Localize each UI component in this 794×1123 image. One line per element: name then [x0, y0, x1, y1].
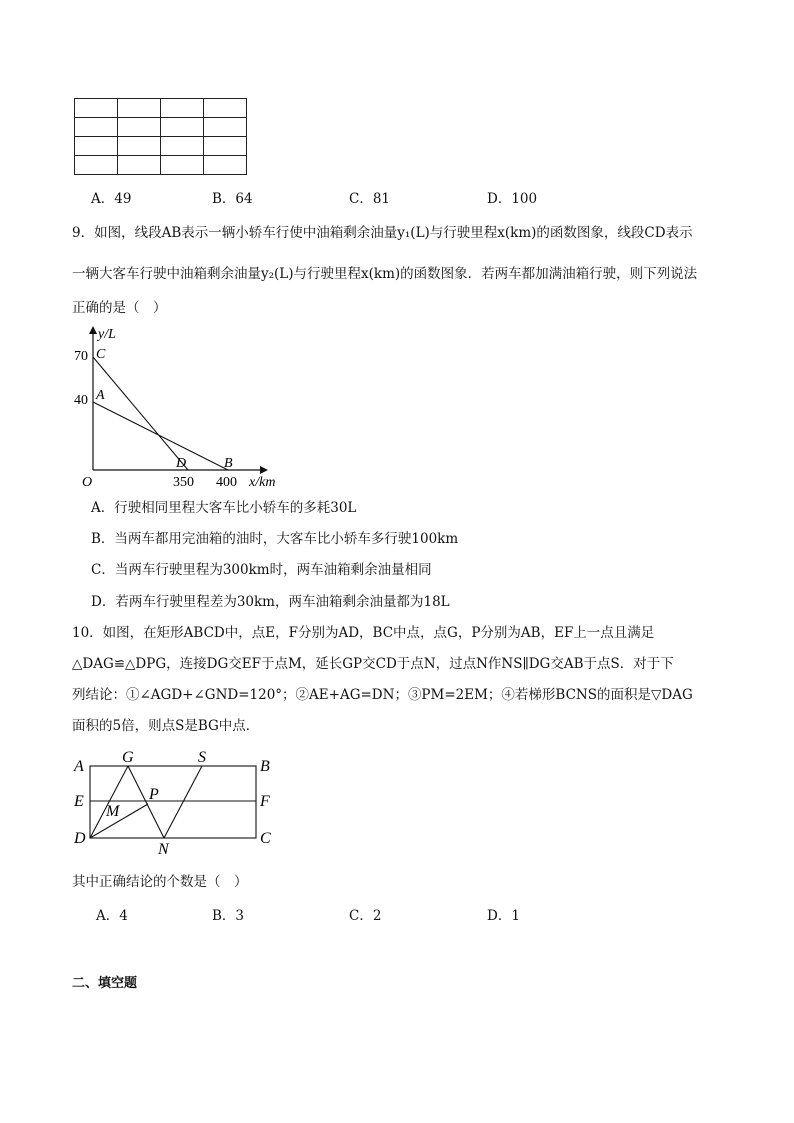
q10-option-c[interactable]: C．2	[349, 908, 382, 924]
y-tick-40: 40	[74, 393, 88, 408]
x-axis-label: x/km	[249, 475, 276, 490]
label-m: M	[106, 803, 120, 820]
label-e: E	[74, 793, 84, 810]
point-c-label: C	[96, 347, 106, 362]
q9-stem-line1: 9．如图，线段AB表示一辆小轿车行使中油箱剩余油量y₁(L)与行驶里程x(km)的函数图象，线段CD表示	[72, 225, 693, 241]
q10-stem-line3: 列结论：①∠AGD+∠GND=120°；②AE+AG=DN；③PM=2EM；④若梯形BCNS的面积是▽DAG	[72, 687, 693, 703]
point-d-label: D	[176, 456, 187, 471]
q9-option-c[interactable]: C．当两车行驶里程为300km时，两车油箱剩余油量相同	[91, 562, 432, 578]
section-title: 二、填空题	[72, 976, 138, 991]
q10-stem-line4: 面积的5倍，则点S是BG中点．	[72, 718, 260, 734]
label-a: A	[74, 758, 84, 775]
q9-option-a[interactable]: A．行驶相同里程大客车比小轿车的多耗30L	[91, 500, 357, 516]
point-b-label: B	[224, 456, 233, 471]
q8-option-d[interactable]: D．100	[487, 191, 538, 207]
y-tick-70: 70	[74, 349, 88, 364]
q10-question: 其中正确结论的个数是（ ）	[72, 874, 248, 890]
q10-stem-line1: 10．如图，在矩形ABCD中，点E，F分别为AD，BC中点，点G，P分别为AB，EF上一点且满足	[72, 625, 655, 641]
label-f: F	[260, 793, 270, 810]
q9-option-b[interactable]: B．当两车都用完油箱的油时，大客车比小轿车多行驶100km	[91, 531, 459, 547]
q10-option-b[interactable]: B．3	[212, 908, 245, 924]
x-tick-400: 400	[216, 475, 237, 490]
x-tick-350: 350	[173, 475, 194, 490]
q9-option-d[interactable]: D．若两车行驶里程差为30km，两车油箱剩余油量都为18L	[91, 594, 450, 610]
q8-option-b[interactable]: B．64	[212, 191, 253, 207]
label-c: C	[260, 830, 271, 847]
q8-option-a[interactable]: A．49	[91, 191, 132, 207]
q10-option-d[interactable]: D．1	[487, 908, 520, 924]
label-p: P	[149, 786, 159, 803]
label-n: N	[158, 841, 169, 856]
segment-ab	[93, 402, 228, 470]
point-a-label: A	[96, 388, 105, 403]
q8-grid-figure	[74, 98, 247, 175]
label-s: S	[198, 749, 206, 766]
segment-cd	[93, 357, 188, 470]
label-b: B	[260, 758, 270, 775]
label-d: D	[74, 830, 86, 847]
q9-stem-line2: 一辆大客车行驶中油箱剩余油量y₂(L)与行驶里程x(km)的函数图象．若两车都加满油箱行驶，则下列说法	[72, 266, 698, 282]
q9-stem-line3: 正确的是（ ）	[72, 300, 167, 316]
origin-label: O	[82, 475, 93, 490]
segment-ns	[164, 766, 202, 838]
label-g: G	[122, 749, 134, 766]
q10-stem-line2: △DAG≌△DPG，连接DG交EF于点M，延长GP交CD于点N，过点N作NS∥DG交AB于点S．对于下	[72, 656, 674, 672]
q10-rectangle-figure	[68, 744, 288, 856]
q9-function-graph	[68, 322, 298, 492]
q8-option-c[interactable]: C．81	[349, 191, 391, 207]
q10-option-a[interactable]: A．4	[96, 908, 128, 924]
y-axis-label: y/L	[98, 327, 116, 342]
